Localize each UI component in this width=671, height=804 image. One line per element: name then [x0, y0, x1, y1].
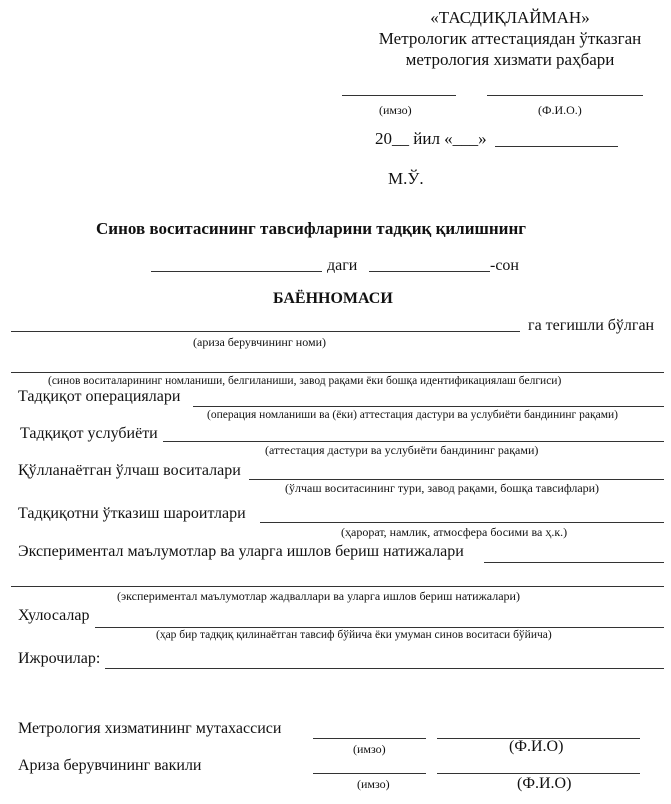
applicant-representative-signature-caption: (имзо) — [357, 777, 390, 791]
metrology-specialist-signature-caption: (имзо) — [353, 742, 386, 756]
method-label: Тадқиқот услубиёти — [20, 425, 158, 442]
method-caption: (аттестация дастури ва услубиёти бандининг рақами) — [265, 443, 539, 457]
operations-caption: (операция номланиши ва (ёки) аттестация дастури ва услубиёти бандининг рақами) — [207, 409, 618, 421]
operations-label: Тадқиқот операциялари — [18, 388, 181, 405]
instruments-field[interactable] — [249, 479, 664, 480]
conditions-label: Тадқиқотни ўтказиш шароитлари — [18, 505, 246, 522]
instruments-label: Қўлланаётган ўлчаш воситалари — [18, 462, 241, 479]
document-subtitle: БАЁННОМАСИ — [273, 290, 393, 307]
applicant-representative-signature-field[interactable] — [313, 773, 426, 774]
stamp-mark: М.Ў. — [388, 169, 424, 188]
approval-line2: метрология хизмати раҳбари — [405, 50, 615, 69]
results-field[interactable] — [484, 562, 664, 563]
approval-month-field[interactable] — [495, 146, 618, 147]
executors-label: Ижрочилар: — [18, 650, 101, 667]
number-suffix: -сон — [490, 257, 519, 274]
applicant-representative-label: Ариза берувчининг вакили — [18, 757, 202, 774]
metrology-specialist-name-caption: (Ф.И.О) — [509, 738, 564, 755]
instrument-caption: (синов воситаларининг номланиши, белгиланиши, завод рақами ёки бошқа идентификациялаш белгиси) — [48, 375, 562, 387]
conditions-caption: (ҳарорат, намлик, атмосфера босими ва ҳ.к.) — [341, 525, 568, 539]
results-label: Экспериментал маълумотлар ва уларга ишлов бериш натижалари — [18, 543, 464, 560]
conclusions-field[interactable] — [95, 627, 664, 628]
applicant-field[interactable] — [11, 331, 520, 332]
number-field[interactable] — [369, 271, 490, 272]
approval-signature-field[interactable] — [342, 95, 456, 96]
instrument-field[interactable] — [11, 372, 664, 373]
metrology-specialist-label: Метрология хизматининг мутахассиси — [18, 720, 282, 737]
conclusions-label: Хулосалар — [18, 607, 90, 624]
conditions-field[interactable] — [260, 522, 664, 523]
applicant-representative-name-caption: (Ф.И.О) — [517, 775, 572, 792]
approval-signature-caption: (имзо) — [379, 103, 412, 117]
conclusions-caption: (ҳар бир тадқиқ қилинаётган тавсиф бўйича ёки умуман синов воситаси бўйича) — [156, 629, 552, 641]
approval-line1: Метрологик аттестациядан ўтказган — [378, 29, 642, 48]
date-field[interactable] — [151, 271, 322, 272]
executors-field[interactable] — [105, 668, 664, 669]
applicant-representative-name-field[interactable] — [437, 773, 640, 774]
applicant-caption: (ариза берувчининг номи) — [193, 335, 326, 349]
approval-name-field[interactable] — [487, 95, 643, 96]
metrology-specialist-signature-field[interactable] — [313, 738, 426, 739]
approval-name-caption: (Ф.И.О.) — [538, 103, 582, 117]
method-field[interactable] — [163, 441, 664, 442]
results-caption: (экспериментал маълумотлар жадваллари ва уларга ишлов бериш натижалари) — [117, 589, 520, 603]
date-connector: даги — [327, 257, 358, 274]
approval-title: «ТАСДИҚЛАЙМАН» — [430, 8, 590, 27]
applicant-suffix: га тегишли бўлган — [528, 317, 655, 334]
results-field-continued[interactable] — [11, 586, 664, 587]
document-title: Синов воситасининг тавсифларини тадқиқ қилишнинг — [96, 219, 526, 238]
approval-date: 20__ йил «___» — [375, 129, 487, 148]
operations-field[interactable] — [193, 406, 664, 407]
instruments-caption: (ўлчаш воситасининг тури, завод рақами, бошқа тавсифлари) — [285, 481, 600, 495]
